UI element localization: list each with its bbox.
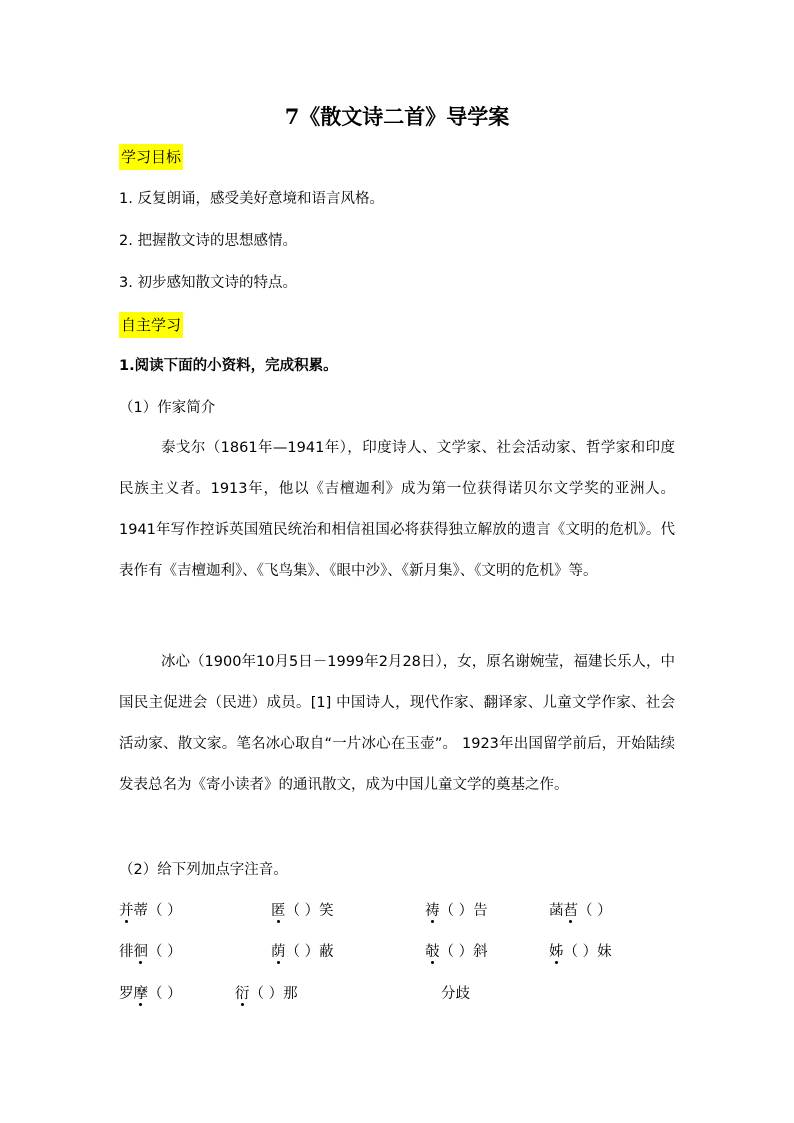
pinyin-item: 攲（ ）斜 xyxy=(425,944,488,960)
pinyin-item: 匿（ ）笑 xyxy=(271,903,334,919)
paragraph-tagore: 泰戈尔（1861年—1941年），印度诗人、文学家、社会活动家、哲学家和印度民族主义者。1913年，他以《吉檀迦利》成为第一位获得诺贝尔文学奖的亚洲人。1941年写作控诉英国殖民统治和相信祖国必将获得独立解放的遗言《文明的危机》。代表作有《吉檀迦利》、《飞鸟集》、《眼中沙》、《新月集》、《文明的危机》等。 xyxy=(119,440,675,579)
task-heading: 1.阅读下面的小资料，完成积累。 xyxy=(119,358,338,374)
pinyin-item: 衍（ ）那 xyxy=(235,986,298,1002)
section-heading-self-study: 自主学习 xyxy=(119,312,183,338)
pinyin-row xyxy=(119,941,679,963)
goal-item-2: 2. 把握散文诗的思想感情。 xyxy=(119,233,297,249)
pinyin-row xyxy=(119,983,679,1005)
subheading-author-intro: （1）作家简介 xyxy=(119,400,216,416)
goal-item-1: 1. 反复朗诵，感受美好意境和语言风格。 xyxy=(119,191,384,207)
page-title: 7《散文诗二首》导学案 xyxy=(284,104,510,129)
pinyin-item: 菡萏（ ） xyxy=(549,903,612,919)
pinyin-item: 姊（ ）妹 xyxy=(549,944,612,960)
pinyin-item: 罗摩（ ） xyxy=(119,986,182,1002)
subheading-pinyin: （2）给下列加点字注音。 xyxy=(119,862,288,878)
pinyin-item: 荫（ ）蔽 xyxy=(271,944,334,960)
section-heading-goals: 学习目标 xyxy=(119,144,183,170)
pinyin-item: 徘徊（ ） xyxy=(119,944,182,960)
goal-item-3: 3. 初步感知散文诗的特点。 xyxy=(119,275,297,291)
paragraph-bingxin: 冰心（1900年10月5日－1999年2月28日），女，原名谢婉莹，福建长乐人，中国民主促进会（民进）成员。[1] 中国诗人，现代作家、翻译家、儿童文学作家、社会活动家、散文家。笔名冰心取自“一片冰心在玉壶”。 1923年出国留学前后，开始陆续发表总名为《寄小读者》的通讯散文，成为中国儿童文学的奠基之作。 xyxy=(119,654,675,793)
pinyin-item: 祷（ ）告 xyxy=(425,903,488,919)
pinyin-row xyxy=(119,900,679,922)
pinyin-item: 并蒂（ ） xyxy=(119,903,182,919)
pinyin-item: 分歧 xyxy=(441,986,470,1002)
